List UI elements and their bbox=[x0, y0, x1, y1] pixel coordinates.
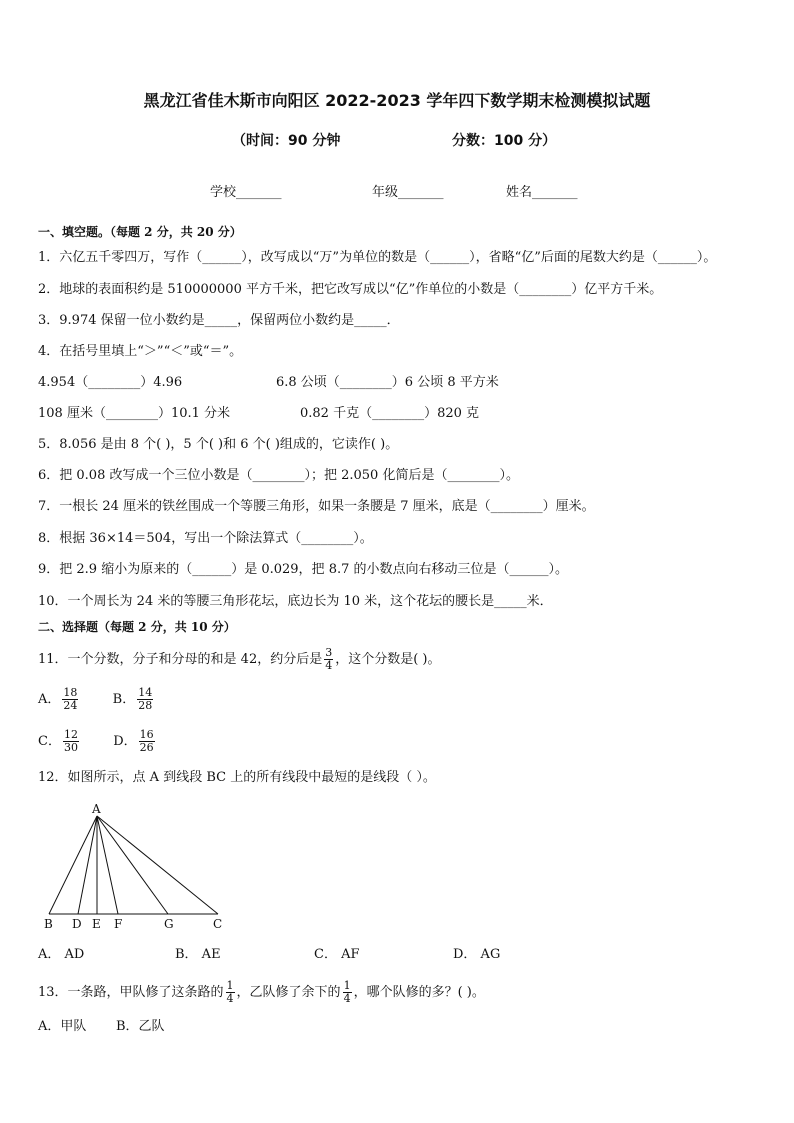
fraction-numerator: 1 bbox=[226, 979, 234, 992]
option-d-fraction[interactable] bbox=[139, 729, 155, 754]
fraction-denominator: 28 bbox=[138, 699, 153, 712]
option-a-label[interactable]: A． bbox=[38, 692, 61, 707]
fraction-numerator: 14 bbox=[138, 686, 153, 699]
question-11-text: 11．一个分数，分子和分母的和是 42，约分后是 bbox=[38, 652, 323, 667]
option-b[interactable]: B． AE bbox=[175, 947, 221, 962]
question-4b: 6.8 公顷（________）6 公顷 8 平方米 bbox=[276, 375, 499, 390]
question-9: 9．把 2.9 缩小为原来的（______）是 0.029，把 8.7 的小数点向右移动三位是（______）。 bbox=[38, 562, 568, 577]
label-c: C bbox=[213, 917, 223, 931]
label-a: A bbox=[92, 802, 101, 816]
section2-heading: 二、选择题（每题 2 分，共 10 分） bbox=[38, 620, 236, 634]
question-5: 5．8.056 是由 8 个( )，5 个( )和 6 个( )组成的，它读作( )。 bbox=[38, 437, 399, 452]
option-c-label[interactable]: C． bbox=[38, 734, 61, 749]
school-field[interactable]: 学校_______ bbox=[210, 185, 282, 200]
fraction-numerator: 1 bbox=[343, 979, 351, 992]
fraction-denominator: 4 bbox=[226, 992, 234, 1005]
name-field[interactable]: 姓名_______ bbox=[506, 185, 578, 200]
exam-score: 分数：100 分） bbox=[452, 133, 557, 149]
fraction-denominator: 24 bbox=[63, 699, 78, 712]
fraction-denominator: 26 bbox=[139, 741, 154, 754]
label-d: D bbox=[72, 917, 82, 931]
label-b: B bbox=[44, 917, 53, 931]
option-a[interactable]: A．甲队 bbox=[38, 1019, 87, 1034]
fraction-denominator: 30 bbox=[63, 741, 78, 754]
page-title: 黑龙江省佳木斯市向阳区 2022-2023 学年四下数学期末检测模拟试题 bbox=[143, 91, 651, 110]
option-b[interactable]: B．乙队 bbox=[116, 1019, 165, 1034]
triangle-figure bbox=[40, 800, 240, 935]
option-b-fraction[interactable] bbox=[137, 687, 153, 712]
question-1: 1．六亿五千零四万，写作（______），改写成以“万”为单位的数是（______），省略“亿”后面的尾数大约是（______）。 bbox=[38, 250, 717, 265]
option-row bbox=[38, 686, 155, 714]
option-d-label[interactable]: D． bbox=[113, 734, 137, 749]
option-c-fraction[interactable] bbox=[63, 729, 79, 754]
grade-field[interactable]: 年级_______ bbox=[372, 185, 444, 200]
question-2: 2．地球的表面积约是 510000000 平方千米，把它改写成以“亿”作单位的小数是（________）亿平方千米。 bbox=[38, 282, 663, 297]
question-13-text: 13．一条路，甲队修了这条路的 bbox=[38, 985, 224, 1000]
question-13 bbox=[38, 980, 485, 1006]
question-13-fraction-2 bbox=[343, 980, 352, 1005]
question-11-tail: ，这个分数是( )。 bbox=[335, 652, 441, 667]
label-f: F bbox=[114, 917, 123, 931]
fraction-numerator: 18 bbox=[63, 686, 78, 699]
segment-ad bbox=[78, 816, 97, 914]
question-4: 4．在括号里填上“＞”“＜”或“＝”。 bbox=[38, 344, 243, 359]
segment-ab bbox=[49, 816, 97, 914]
fraction-numerator: 12 bbox=[63, 728, 78, 741]
question-7: 7．一根长 24 厘米的铁丝围成一个等腰三角形，如果一条腰是 7 厘米，底是（________）厘米。 bbox=[38, 499, 595, 514]
question-11 bbox=[38, 647, 441, 673]
label-g: G bbox=[164, 917, 174, 931]
option-d[interactable]: D． AG bbox=[453, 947, 501, 962]
question-8: 8．根据 36×14＝504，写出一个除法算式（________）。 bbox=[38, 531, 373, 546]
question-3: 3．9.974 保留一位小数约是_____，保留两位小数约是_____． bbox=[38, 313, 400, 328]
question-13-fraction-1 bbox=[226, 980, 235, 1005]
section1-heading: 一、填空题。（每题 2 分，共 20 分） bbox=[38, 225, 242, 239]
fraction-numerator: 3 bbox=[325, 646, 333, 659]
question-4c: 108 厘米（________）10.1 分米 bbox=[38, 406, 231, 421]
option-a[interactable]: A． AD bbox=[38, 947, 85, 962]
option-c[interactable]: C． AF bbox=[314, 947, 360, 962]
question-12: 12．如图所示，点 A 到线段 BC 上的所有线段中最短的是线段（ ）。 bbox=[38, 770, 436, 785]
option-a-fraction[interactable] bbox=[62, 687, 78, 712]
question-10: 10．一个周长为 24 米的等腰三角形花坛，底边长为 10 米，这个花坛的腰长是_____米． bbox=[38, 594, 553, 609]
question-13-tail: ，哪个队修的多？( )。 bbox=[353, 985, 485, 1000]
question-4a: 4.954（________）4.96 bbox=[38, 375, 183, 390]
fraction-denominator: 4 bbox=[325, 659, 333, 672]
fraction-denominator: 4 bbox=[343, 992, 351, 1005]
option-row bbox=[38, 728, 157, 756]
label-e: E bbox=[92, 917, 101, 931]
question-6: 6．把 0.08 改写成一个三位小数是（________）；把 2.050 化简后是（________）。 bbox=[38, 468, 519, 483]
question-13-mid: ，乙队修了余下的 bbox=[236, 985, 341, 1000]
exam-time: （时间：90 分钟 bbox=[232, 133, 341, 149]
question-11-fraction bbox=[324, 647, 333, 672]
question-4d: 0.82 千克（________）820 克 bbox=[300, 406, 480, 421]
option-b-label[interactable]: B． bbox=[112, 692, 136, 707]
fraction-numerator: 16 bbox=[139, 728, 154, 741]
